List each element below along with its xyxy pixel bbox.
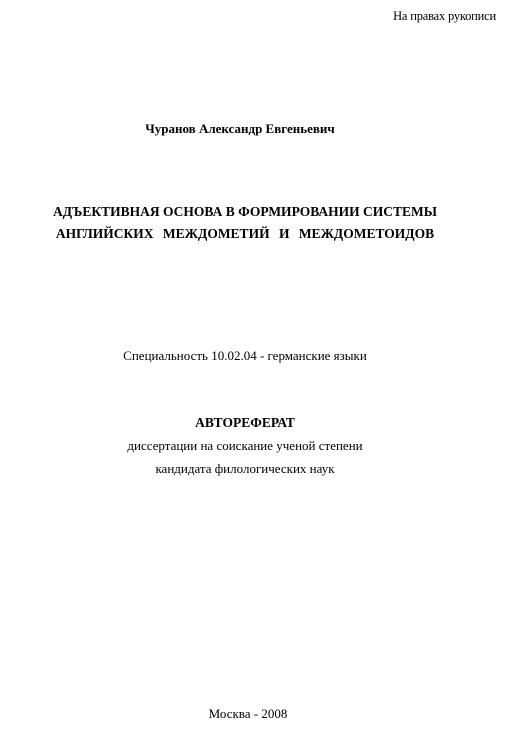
place-and-year: Москва - 2008 (208, 706, 288, 721)
manuscript-note: На правах рукописи (393, 9, 496, 23)
specialty-text: Специальность 10.02.04 - германские языки (123, 348, 367, 363)
abstract-description-line-2: кандидата филологических наук (155, 461, 335, 476)
author-name: Чуранов Александр Евгеньевич (145, 121, 335, 136)
abstract-description-line-1: диссертации на соискание ученой степени (127, 438, 363, 453)
abstract-label: АВТОРЕФЕРАТ (195, 415, 295, 430)
title-line-1: АДЪЕКТИВНАЯ ОСНОВА В ФОРМИРОВАНИИ СИСТЕМЫ (52, 204, 438, 219)
title-line-2: АНГЛИЙСКИХ МЕЖДОМЕТИЙ И МЕЖДОМЕТОИДОВ (55, 226, 435, 241)
